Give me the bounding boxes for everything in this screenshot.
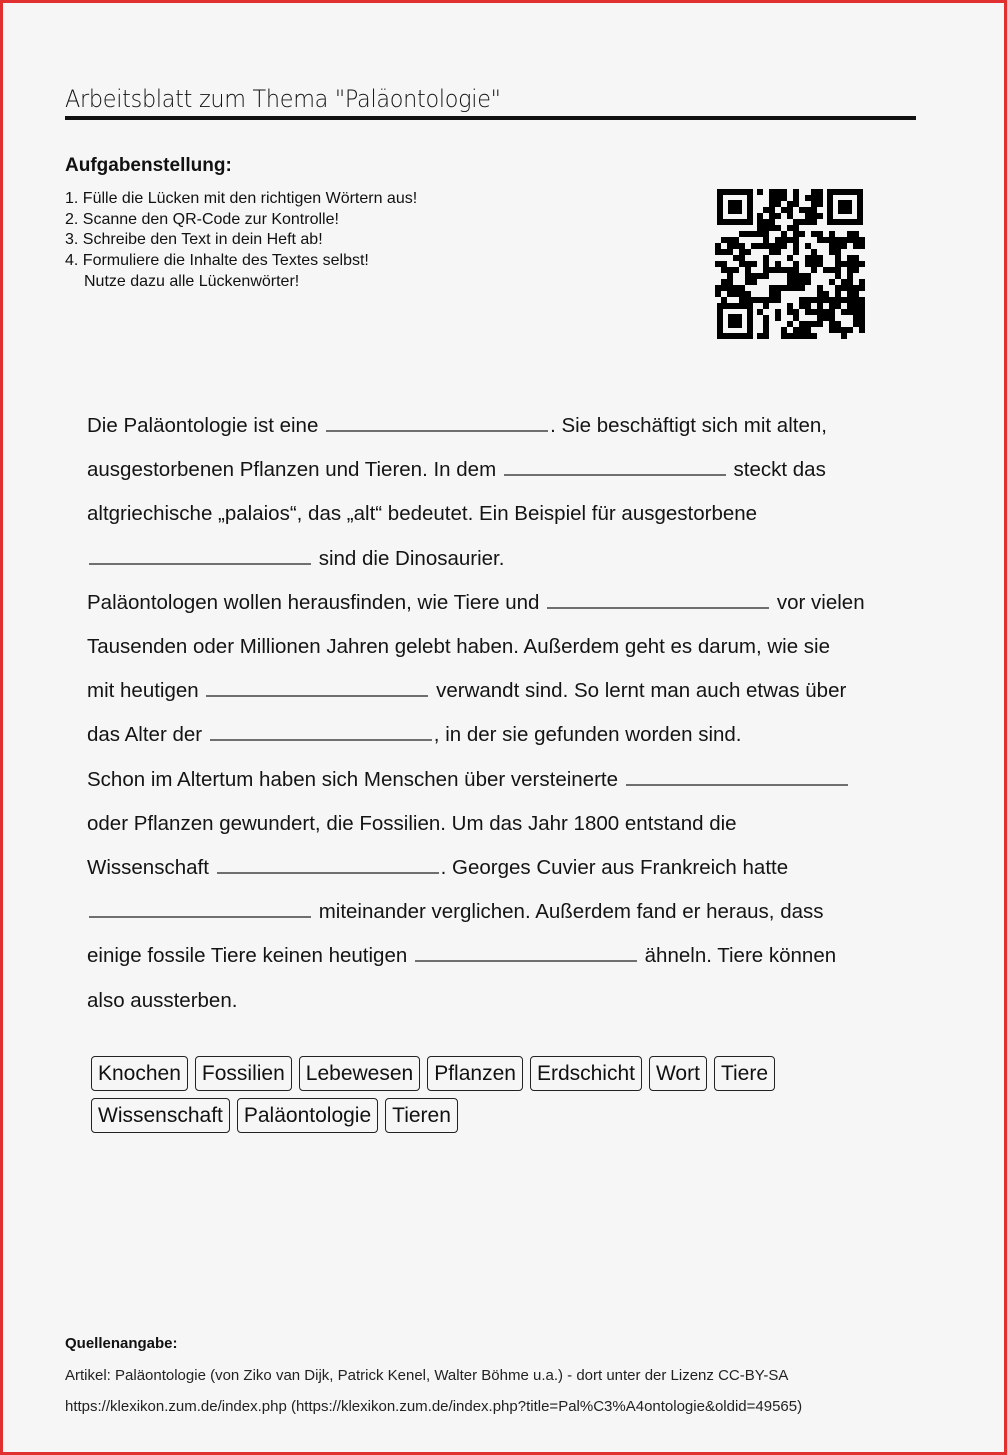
answer-blank[interactable] (504, 460, 726, 476)
answer-blank[interactable] (326, 416, 548, 432)
word-chip[interactable]: Lebewesen (299, 1056, 420, 1091)
answer-blank[interactable] (547, 593, 769, 609)
source-url[interactable]: https://klexikon.zum.de/index.php (https://klexikon.zum.de/index.php?title=Pal%C3%A4ontologie&oldid=49565) (65, 1398, 803, 1415)
word-chip[interactable]: Paläontologie (237, 1098, 378, 1133)
task-item: 4. Formuliere die Inhalte des Textes selbst! (65, 252, 369, 270)
qr-code-icon[interactable] (715, 187, 865, 341)
source-heading: Quellenangabe: (65, 1335, 178, 1352)
task-heading: Aufgabenstellung: (65, 155, 232, 176)
source-citation: Artikel: Paläontologie (von Ziko van Dijk, Patrick Kenel, Walter Böhme u.a.) - dort unter der Lizenz CC-BY-SA (65, 1367, 789, 1384)
answer-blank[interactable] (89, 902, 311, 918)
word-chip[interactable]: Tieren (385, 1098, 458, 1133)
cloze-line: Paläontologen wollen herausfinden, wie Tiere und vor vielen (87, 590, 865, 614)
word-chip[interactable]: Wort (649, 1056, 707, 1091)
answer-blank[interactable] (89, 549, 311, 565)
cloze-text (87, 404, 917, 1023)
cloze-line: ausgestorbenen Pflanzen und Tieren. In dem steckt das (87, 458, 826, 482)
task-item: 2. Scanne den QR-Code zur Kontrolle! (65, 210, 339, 228)
task-item: Nutze dazu alle Lückenwörter! (84, 272, 300, 290)
cloze-line: also aussterben. (87, 988, 238, 1012)
answer-blank[interactable] (217, 858, 439, 874)
answer-blank[interactable] (626, 770, 848, 786)
answer-blank[interactable] (206, 681, 428, 697)
task-item: 3. Schreibe den Text in dein Heft ab! (65, 231, 323, 249)
word-chip[interactable]: Erdschicht (530, 1056, 642, 1091)
cloze-line: mit heutigen verwandt sind. So lernt man auch etwas über (87, 679, 847, 703)
word-bank (91, 1056, 811, 1133)
cloze-line: altgriechische „palaios“, das „alt“ bedeutet. Ein Beispiel für ausgestorbene (87, 502, 758, 526)
answer-blank[interactable] (415, 946, 637, 962)
cloze-line: Wissenschaft . Georges Cuvier aus Frankreich hatte (87, 856, 789, 880)
cloze-line: oder Pflanzen gewundert, die Fossilien. Um das Jahr 1800 entstand die (87, 811, 737, 835)
word-chip[interactable]: Tiere (714, 1056, 775, 1091)
task-list (65, 189, 417, 293)
word-chip[interactable]: Fossilien (195, 1056, 292, 1091)
cloze-line: Schon im Altertum haben sich Menschen über versteinerte (87, 758, 917, 802)
answer-blank[interactable] (210, 725, 432, 741)
title-underline (65, 116, 916, 120)
cloze-line: sind die Dinosaurier. (87, 537, 917, 581)
cloze-line: miteinander verglichen. Außerdem fand er heraus, dass (87, 890, 917, 934)
cloze-line: Tausenden oder Millionen Jahren gelebt haben. Außerdem geht es darum, wie sie (87, 635, 831, 659)
cloze-line: das Alter der , in der sie gefunden worden sind. (87, 723, 742, 747)
worksheet-title: Arbeitsblatt zum Thema "Paläontologie" (65, 85, 501, 113)
task-item: 1. Fülle die Lücken mit den richtigen Wörtern aus! (65, 190, 418, 207)
cloze-line: einige fossile Tiere keinen heutigen ähneln. Tiere können (87, 944, 837, 968)
cloze-line: Die Paläontologie ist eine . Sie beschäftigt sich mit alten, (87, 414, 827, 437)
word-chip[interactable]: Wissenschaft (91, 1098, 230, 1133)
word-chip[interactable]: Pflanzen (427, 1056, 523, 1091)
word-chip[interactable]: Knochen (91, 1056, 188, 1091)
